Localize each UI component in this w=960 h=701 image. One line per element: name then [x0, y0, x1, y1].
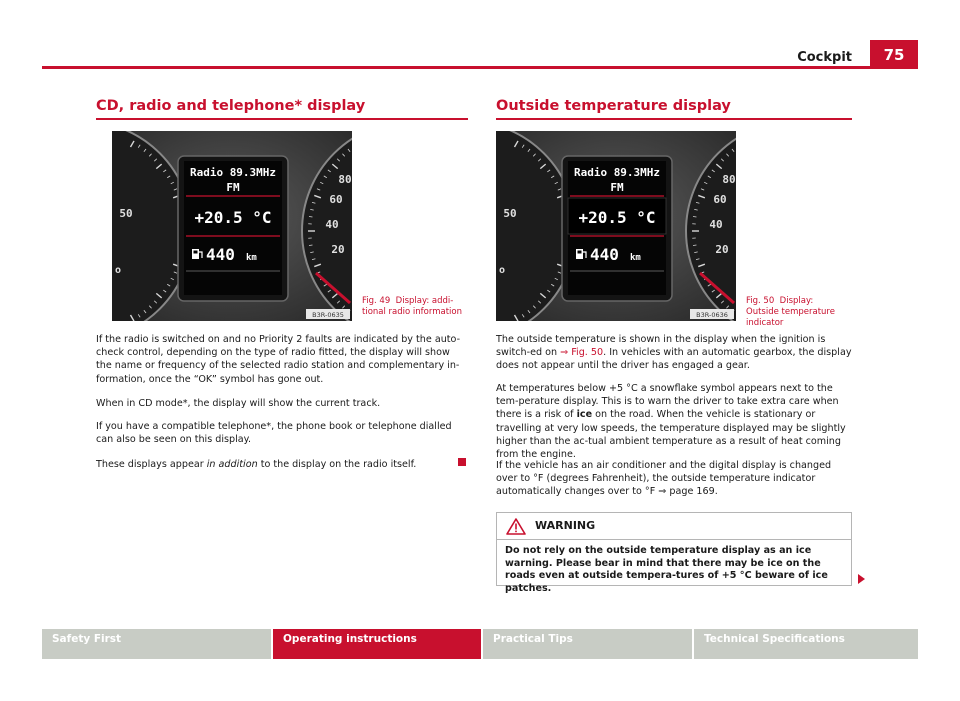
gauge-number: o	[498, 265, 506, 276]
figure-radio-display	[112, 131, 352, 321]
section-end-marker	[458, 458, 466, 466]
figure-label: Fig. 50	[746, 296, 775, 306]
fuel-pump-window	[578, 251, 582, 254]
display-range-unit: km	[246, 253, 257, 263]
figure-outside-temperature	[496, 131, 736, 321]
footer-tab-practical-tips[interactable]: Practical Tips	[483, 629, 692, 659]
display-radio-line: Radio 89.3MHz	[189, 166, 277, 179]
emphasis-ice: ice	[576, 409, 593, 421]
warning-triangle-icon	[506, 518, 526, 535]
display-radio-line: Radio 89.3MHz	[573, 166, 661, 179]
figure-caption	[362, 296, 462, 318]
central-display	[178, 156, 288, 301]
figure-caption-text: Display: addi-tional radio information	[362, 296, 462, 317]
gauge-number: 40	[325, 218, 339, 231]
display-range: 440	[206, 245, 235, 264]
gauge-number: 40	[709, 218, 723, 231]
section-title-outside-temperature: Outside temperature display	[496, 98, 731, 114]
gauge-number: 60	[713, 193, 727, 206]
paragraph: If you have a compatible telephone*, the phone book or telephone dialled can also be seen on this display.	[96, 421, 452, 446]
figure-caption	[746, 296, 846, 329]
footer-tab-technical-specifications[interactable]: Technical Specifications	[694, 629, 918, 659]
warning-box	[496, 512, 852, 594]
continue-arrow-icon	[858, 574, 865, 584]
paragraph: The outside temperature is shown in the display when the ignition is switch-ed on ⇒ Fig. 50. In vehicles with an automatic gearbox, the display does not appear until the driver has engaged a gear.	[496, 334, 852, 372]
display-band-line: FM	[610, 181, 624, 194]
gauge-number: 20	[715, 243, 729, 256]
page-number: 75	[870, 40, 918, 68]
warning-label: WARNING	[535, 519, 596, 532]
gauge-number: 60	[329, 193, 343, 206]
header-rule	[42, 66, 918, 69]
display-range: 440	[590, 245, 619, 264]
paragraph: When in CD mode*, the display will show the current track.	[96, 398, 381, 409]
paragraph: If the vehicle has an air conditioner and the digital display is changed over to °F (degrees Fahrenheit), the outside temperature indicator automatically changes over to °F ⇒ page 169.	[496, 460, 832, 498]
gauge-number: o	[114, 265, 122, 276]
gauge-number: 20	[331, 243, 345, 256]
gauge-number: 80	[722, 173, 736, 186]
figure-link[interactable]: ⇒ Fig. 50	[560, 347, 604, 359]
gauge-number: 80	[338, 173, 352, 186]
section-rule	[496, 118, 852, 120]
paragraph: These displays appear in addition to the display on the radio itself.	[96, 459, 417, 470]
figure-caption-text: Display: Outside temperature indicator	[746, 296, 835, 328]
display-range-unit: km	[630, 253, 641, 263]
paragraph: If the radio is switched on and no Priority 2 faults are indicated by the auto-check control, depending on the type of radio fitted, the display will show the name or frequency of the selected radio station and complementary in-formation, once the “OK” symbol has gone out.	[96, 334, 461, 385]
fuel-pump-window	[194, 251, 198, 254]
display-temperature: +20.5 °C	[194, 208, 272, 227]
section-rule	[96, 118, 468, 120]
figure-label: Fig. 49	[362, 296, 391, 306]
section-title-radio-display: CD, radio and telephone* display	[96, 98, 366, 114]
paragraph: At temperatures below +5 °C a snowflake symbol appears next to the tem-perature display. This is to warn the driver to take extra care when there is a risk of ice on the road. When the vehicle is stationary or travelling at very low speeds, the temperature displayed may be slightly higher than the ac-tual ambient temperature as a result of heat coming from the engine.	[496, 383, 846, 461]
gauge-number: 50	[503, 207, 517, 220]
central-display	[562, 156, 672, 301]
display-band-line: FM	[226, 181, 240, 194]
image-code: B3R-0636	[696, 311, 728, 319]
warning-header	[497, 513, 851, 540]
footer-tab-safety-first[interactable]: Safety First	[42, 629, 271, 659]
gauge-number: 50	[119, 207, 133, 220]
footer-tab-operating-instructions[interactable]: Operating instructions	[273, 629, 481, 659]
display-temperature: +20.5 °C	[578, 208, 656, 227]
warning-text: Do not rely on the outside temperature display as an ice warning. Please bear in mind that there may be ice on the roads even at outside tempera-tures of +5 °C beware of ice patches.	[505, 545, 828, 594]
emphasis: in addition	[206, 459, 258, 470]
image-code: B3R-0635	[312, 311, 344, 319]
running-header: Cockpit	[797, 50, 852, 65]
